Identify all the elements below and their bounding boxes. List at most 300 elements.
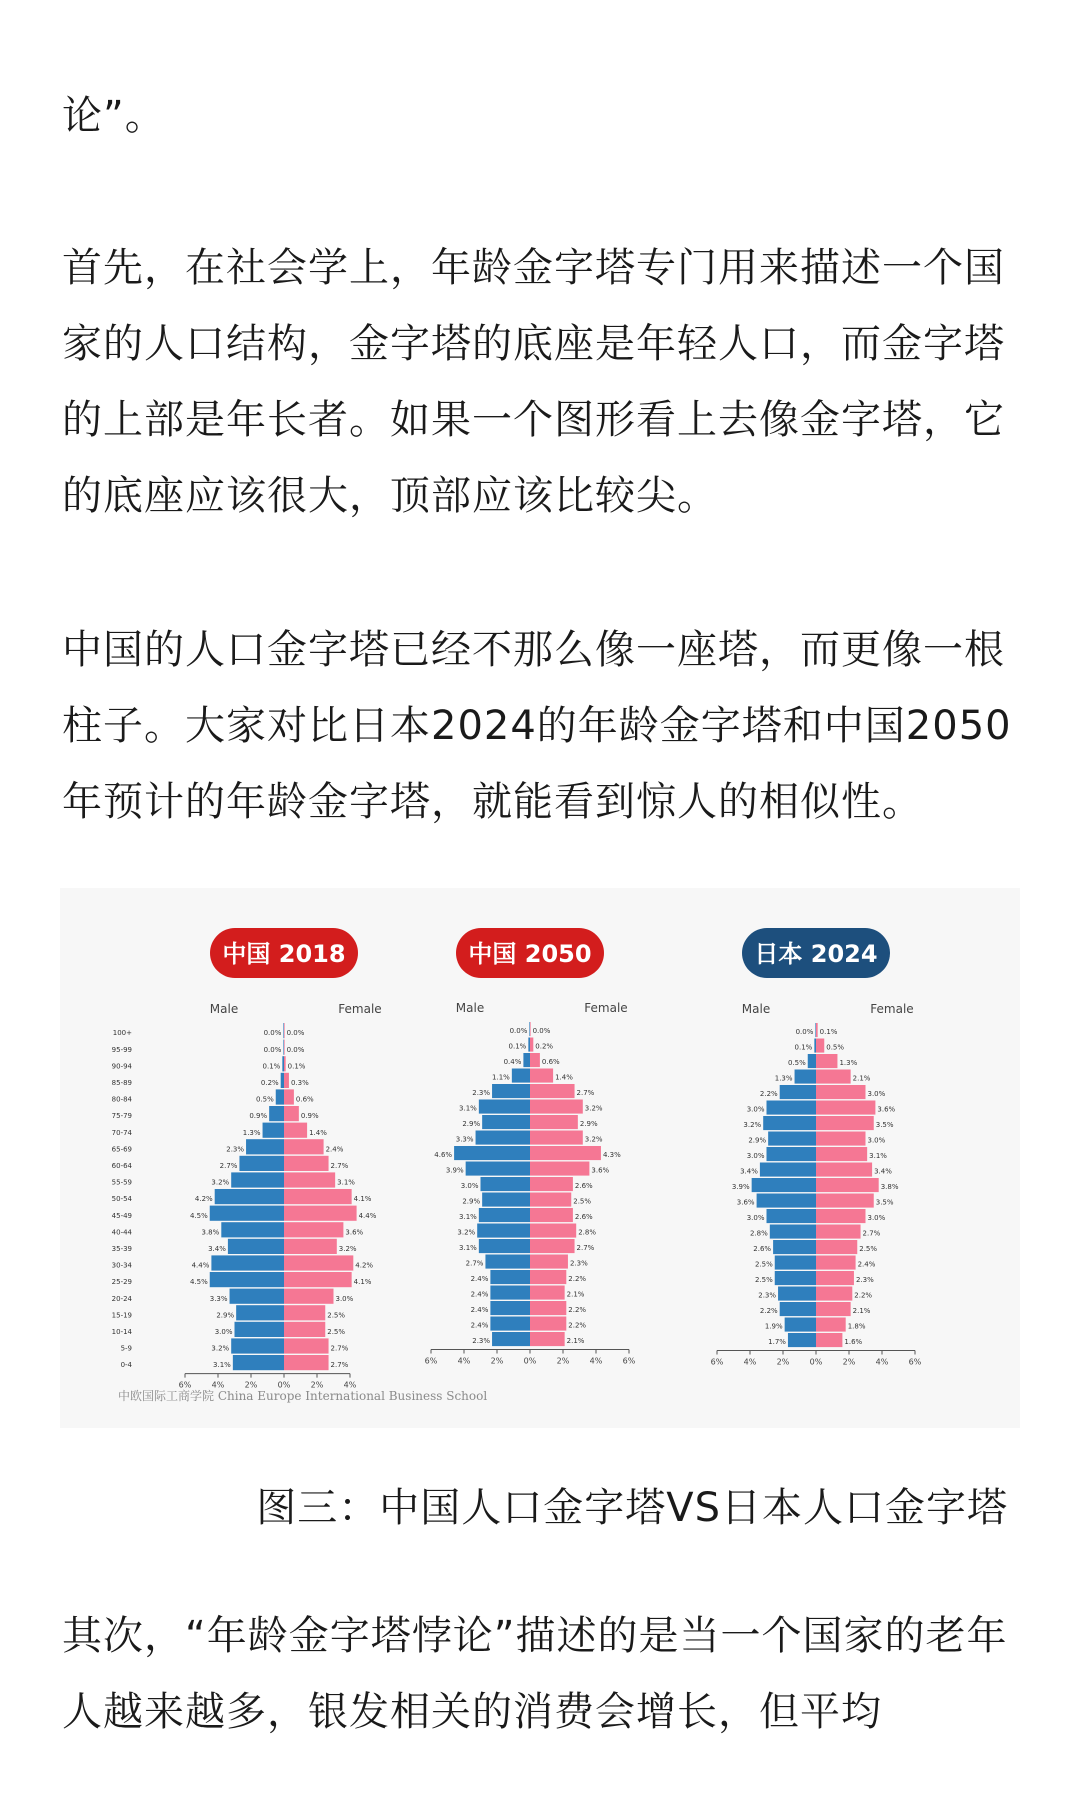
male-value-label: 2.2%	[759, 1090, 778, 1099]
male-bar-95-99	[283, 1040, 284, 1055]
male-value-label: 3.1%	[459, 1213, 477, 1222]
female-value-label: 3.6%	[877, 1105, 896, 1114]
female-bar-25-29	[284, 1272, 352, 1287]
male-value-label: 3.0%	[746, 1214, 765, 1223]
male-value-label: 3.0%	[214, 1328, 233, 1336]
female-value-label: 0.1%	[287, 1062, 306, 1071]
female-bar-70-74	[284, 1123, 307, 1138]
female-value-label: 2.1%	[566, 1290, 585, 1299]
male-bar-30-34	[479, 1239, 530, 1253]
male-bar-50-54	[752, 1178, 816, 1192]
age-group-label: 60-64	[111, 1162, 132, 1170]
male-value-label: 3.4%	[208, 1245, 226, 1253]
male-value-label: 2.4%	[470, 1321, 489, 1330]
male-bar-25-29	[485, 1255, 530, 1269]
male-value-label: 3.2%	[211, 1178, 230, 1187]
female-value-label: 0.2%	[535, 1042, 554, 1051]
x-tick-label: 2%	[842, 1357, 856, 1367]
female-bar-90-94	[530, 1053, 540, 1067]
female-bar-55-59	[284, 1172, 335, 1187]
age-group-label: 50-54	[111, 1195, 132, 1204]
male-value-label: 4.2%	[194, 1195, 213, 1204]
x-tick-label: 6%	[424, 1356, 438, 1366]
x-tick-label: 2%	[556, 1356, 570, 1366]
male-bar-75-79	[767, 1101, 817, 1115]
female-bar-90-94	[816, 1054, 837, 1068]
male-value-label: 2.6%	[753, 1245, 772, 1254]
male-value-label: 3.1%	[459, 1244, 477, 1253]
male-value-label: 3.1%	[213, 1361, 231, 1370]
female-value-label: 2.8%	[578, 1228, 596, 1237]
female-bar-5-9	[284, 1338, 329, 1353]
female-value-label: 2.4%	[857, 1260, 876, 1269]
female-bar-90-94	[284, 1056, 286, 1071]
x-tick-label: 6%	[908, 1357, 922, 1367]
male-value-label: 2.5%	[754, 1260, 773, 1269]
male-bar-5-9	[231, 1338, 284, 1353]
female-value-label: 2.5%	[859, 1245, 878, 1254]
male-value-label: 3.0%	[460, 1182, 479, 1191]
male-value-label: 2.5%	[754, 1276, 773, 1285]
male-value-label: 3.3%	[455, 1135, 474, 1144]
female-value-label: 0.6%	[541, 1058, 560, 1067]
x-tick-label: 4%	[211, 1380, 225, 1390]
female-bar-40-44	[530, 1208, 573, 1222]
x-tick-label: 4%	[875, 1357, 889, 1367]
male-bar-45-49	[757, 1194, 816, 1208]
female-value-label: 3.1%	[337, 1178, 355, 1187]
male-bar-95-99	[814, 1039, 816, 1053]
female-bar-75-79	[816, 1101, 875, 1115]
male-value-label: 3.8%	[201, 1228, 220, 1237]
age-group-label: 40-44	[111, 1228, 132, 1237]
male-value-label: 4.5%	[189, 1278, 208, 1287]
female-bar-45-49	[284, 1206, 357, 1221]
male-bar-50-54	[215, 1189, 284, 1204]
male-bar-70-74	[263, 1123, 284, 1138]
figure-caption: 图三：中国人口金字塔VS日本人口金字塔	[256, 1485, 1008, 1531]
male-value-label: 1.7%	[768, 1338, 786, 1347]
female-bar-75-79	[530, 1100, 583, 1114]
male-bar-40-44	[221, 1222, 284, 1237]
female-bar-95-99	[284, 1040, 285, 1055]
male-value-label: 0.5%	[255, 1095, 274, 1104]
male-bar-75-79	[269, 1106, 284, 1121]
male-value-label: 0.1%	[262, 1062, 281, 1071]
male-bar-60-64	[239, 1156, 284, 1171]
male-value-label: 2.7%	[219, 1162, 238, 1170]
female-bar-15-19	[284, 1305, 325, 1320]
male-bar-0-4	[492, 1332, 530, 1346]
male-value-label: 0.0%	[509, 1027, 528, 1036]
male-bar-65-69	[246, 1139, 284, 1154]
female-bar-95-99	[530, 1038, 533, 1052]
male-value-label: 3.2%	[743, 1121, 762, 1130]
male-bar-85-89	[512, 1069, 530, 1083]
female-bar-80-84	[816, 1085, 866, 1099]
female-bar-35-39	[284, 1239, 337, 1254]
male-bar-90-94	[523, 1053, 530, 1067]
male-bar-85-89	[281, 1073, 284, 1088]
female-value-label: 0.9%	[300, 1112, 319, 1121]
female-bar-50-54	[816, 1178, 879, 1192]
male-bar-15-19	[490, 1286, 530, 1300]
male-bar-60-64	[767, 1147, 817, 1161]
male-value-label: 2.3%	[472, 1337, 491, 1346]
female-bar-15-19	[816, 1287, 852, 1301]
male-bar-10-14	[490, 1301, 530, 1315]
age-group-label: 5-9	[120, 1344, 132, 1353]
female-value-label: 3.4%	[874, 1167, 892, 1176]
male-bar-0-4	[788, 1333, 816, 1347]
female-value-label: 2.5%	[327, 1328, 346, 1336]
male-bar-95-99	[528, 1038, 530, 1052]
male-bar-80-84	[276, 1089, 284, 1104]
female-value-label: 1.6%	[844, 1338, 863, 1347]
male-value-label: 0.1%	[794, 1043, 813, 1052]
female-bar-55-59	[816, 1163, 872, 1177]
male-bar-0-4	[233, 1355, 284, 1370]
male-bar-25-29	[210, 1272, 284, 1287]
male-value-label: 4.6%	[434, 1151, 453, 1160]
male-value-label: 0.0%	[263, 1029, 282, 1038]
female-value-label: 2.2%	[854, 1291, 873, 1300]
male-value-label: 0.5%	[787, 1059, 806, 1068]
age-group-label: 85-89	[111, 1079, 132, 1087]
x-tick-label: 0%	[523, 1356, 537, 1366]
age-group-label: 35-39	[111, 1245, 132, 1253]
female-value-label: 4.2%	[355, 1261, 374, 1270]
male-bar-65-69	[476, 1131, 530, 1145]
female-value-label: 3.6%	[345, 1228, 364, 1237]
female-value-label: 3.6%	[591, 1166, 610, 1175]
age-group-label: 0-4	[120, 1361, 132, 1370]
male-bar-55-59	[466, 1162, 530, 1176]
male-bar-45-49	[210, 1206, 284, 1221]
female-bar-65-69	[284, 1139, 324, 1154]
female-value-label: 1.4%	[555, 1073, 573, 1082]
female-bar-60-64	[284, 1156, 329, 1171]
x-tick-label: 2%	[776, 1357, 790, 1367]
female-bar-0-4	[284, 1355, 329, 1370]
female-bar-65-69	[816, 1132, 866, 1146]
age-group-label: 10-14	[111, 1328, 132, 1336]
female-value-label: 0.5%	[826, 1043, 845, 1052]
female-bar-85-89	[530, 1069, 553, 1083]
female-bar-0-4	[530, 1332, 565, 1346]
male-bar-90-94	[808, 1054, 816, 1068]
female-value-label: 2.1%	[566, 1337, 585, 1346]
x-tick-label: 2%	[244, 1380, 258, 1390]
male-bar-40-44	[767, 1209, 817, 1223]
female-bar-100+	[530, 1022, 531, 1036]
male-value-label: 3.1%	[459, 1104, 477, 1113]
male-value-label: 2.9%	[748, 1136, 767, 1145]
female-value-label: 1.3%	[839, 1059, 858, 1068]
female-value-label: 4.3%	[602, 1151, 621, 1160]
male-bar-70-74	[763, 1116, 816, 1130]
male-bar-15-19	[236, 1305, 284, 1320]
x-tick-label: 2%	[490, 1356, 504, 1366]
male-value-label: 1.9%	[764, 1322, 783, 1331]
female-value-label: 2.2%	[568, 1321, 587, 1330]
male-value-label: 3.0%	[746, 1152, 765, 1161]
male-bar-20-24	[230, 1289, 284, 1304]
female-value-label: 2.6%	[574, 1182, 593, 1191]
female-bar-45-49	[530, 1193, 571, 1207]
female-bar-80-84	[530, 1084, 575, 1098]
female-value-label: 2.4%	[325, 1145, 344, 1154]
male-bar-25-29	[775, 1256, 816, 1270]
female-bar-60-64	[816, 1147, 867, 1161]
female-bar-100+	[816, 1023, 818, 1037]
male-value-label: 3.3%	[209, 1294, 228, 1303]
female-label: Female	[870, 1002, 914, 1016]
male-value-label: 2.3%	[226, 1145, 245, 1154]
male-value-label: 2.9%	[462, 1197, 481, 1206]
female-bar-95-99	[816, 1039, 824, 1053]
age-group-label: 75-79	[111, 1112, 132, 1121]
male-bar-50-54	[481, 1177, 531, 1191]
female-bar-75-79	[284, 1106, 299, 1121]
female-bar-65-69	[530, 1131, 583, 1145]
male-value-label: 2.8%	[750, 1229, 768, 1238]
female-bar-25-29	[816, 1256, 856, 1270]
male-value-label: 4.4%	[191, 1261, 210, 1270]
x-tick-label: 6%	[710, 1357, 724, 1367]
age-group-label: 55-59	[111, 1178, 132, 1187]
male-bar-10-14	[780, 1302, 816, 1316]
male-value-label: 0.0%	[263, 1045, 282, 1054]
male-bar-30-34	[773, 1240, 816, 1254]
female-value-label: 3.0%	[867, 1136, 886, 1145]
male-value-label: 4.5%	[189, 1211, 208, 1220]
female-bar-5-9	[530, 1317, 566, 1331]
female-label: Female	[338, 1002, 382, 1016]
male-bar-75-79	[479, 1100, 530, 1114]
female-value-label: 2.7%	[862, 1229, 881, 1238]
female-bar-40-44	[816, 1209, 866, 1223]
male-value-label: 2.3%	[472, 1089, 491, 1098]
x-tick-label: 4%	[589, 1356, 603, 1366]
female-value-label: 3.2%	[584, 1135, 603, 1144]
x-tick-label: 2%	[310, 1380, 324, 1390]
female-value-label: 2.7%	[330, 1344, 349, 1353]
male-bar-30-34	[211, 1255, 284, 1270]
female-bar-0-4	[816, 1333, 842, 1347]
male-value-label: 3.2%	[211, 1344, 230, 1353]
male-bar-60-64	[454, 1146, 530, 1160]
female-bar-20-24	[530, 1270, 566, 1284]
female-value-label: 4.1%	[353, 1195, 372, 1204]
x-tick-label: 4%	[343, 1380, 357, 1390]
x-tick-label: 0%	[809, 1357, 823, 1367]
male-value-label: 2.2%	[759, 1307, 778, 1316]
paragraph-pyramid-definition: 首先，在社会学上，年龄金字塔专门用来描述一个国家的人口结构，金字塔的底座是年轻人口，而金字塔的上部是年长者。如果一个图形看上去像金字塔，它的底座应该很大，顶部应该比较尖。	[62, 245, 1005, 519]
male-bar-80-84	[780, 1085, 816, 1099]
female-value-label: 2.1%	[852, 1074, 871, 1083]
female-value-label: 2.9%	[579, 1120, 598, 1129]
female-value-label: 0.6%	[295, 1095, 314, 1104]
paragraph-china-vs-japan: 中国的人口金字塔已经不那么像一座塔，而更像一根柱子。大家对比日本2024的年龄金字塔和中国2050年预计的年龄金字塔，就能看到惊人的相似性。	[62, 627, 1012, 825]
female-value-label: 1.8%	[847, 1322, 866, 1331]
female-value-label: 3.5%	[875, 1121, 894, 1130]
male-value-label: 0.4%	[503, 1058, 522, 1067]
male-bar-35-39	[228, 1239, 284, 1254]
female-label: Female	[584, 1001, 628, 1015]
female-bar-30-34	[284, 1255, 353, 1270]
female-value-label: 2.3%	[569, 1259, 588, 1268]
age-group-label: 100+	[112, 1029, 132, 1038]
female-value-label: 0.0%	[286, 1045, 305, 1054]
male-value-label: 3.2%	[457, 1228, 476, 1237]
male-bar-40-44	[479, 1208, 530, 1222]
male-bar-5-9	[490, 1317, 530, 1331]
female-bar-85-89	[816, 1070, 851, 1084]
female-value-label: 4.1%	[353, 1278, 372, 1287]
male-value-label: 2.7%	[465, 1259, 484, 1268]
female-bar-30-34	[816, 1240, 857, 1254]
female-value-label: 0.0%	[532, 1027, 551, 1036]
female-bar-10-14	[284, 1322, 325, 1337]
male-bar-55-59	[231, 1172, 284, 1187]
male-value-label: 3.9%	[445, 1166, 464, 1175]
female-bar-70-74	[530, 1115, 578, 1129]
female-bar-20-24	[284, 1289, 334, 1304]
female-value-label: 2.7%	[576, 1089, 595, 1098]
male-value-label: 3.0%	[746, 1105, 765, 1114]
female-value-label: 2.7%	[330, 1162, 349, 1170]
female-bar-5-9	[816, 1318, 846, 1332]
age-group-label: 30-34	[111, 1261, 132, 1270]
male-bar-45-49	[482, 1193, 530, 1207]
female-value-label: 2.6%	[574, 1213, 593, 1222]
female-bar-30-34	[530, 1239, 575, 1253]
female-value-label: 2.3%	[855, 1276, 874, 1285]
female-bar-60-64	[530, 1146, 601, 1160]
age-group-label: 80-84	[111, 1095, 132, 1104]
male-bar-35-39	[770, 1225, 816, 1239]
male-value-label: 3.4%	[740, 1167, 758, 1176]
male-bar-35-39	[477, 1224, 530, 1238]
male-value-label: 0.0%	[795, 1028, 814, 1037]
male-value-label: 2.4%	[470, 1306, 489, 1315]
chart-title: 日本 2024	[754, 940, 878, 968]
male-bar-65-69	[768, 1132, 816, 1146]
female-bar-70-74	[816, 1116, 874, 1130]
population-pyramid-figure	[60, 888, 1020, 1428]
male-bar-70-74	[482, 1115, 530, 1129]
male-value-label: 1.3%	[242, 1128, 261, 1137]
female-value-label: 2.7%	[330, 1361, 349, 1370]
age-group-label: 25-29	[111, 1278, 132, 1287]
male-bar-85-89	[795, 1070, 816, 1084]
age-group-label: 95-99	[111, 1045, 132, 1054]
male-bar-100+	[283, 1023, 284, 1038]
female-value-label: 3.1%	[869, 1152, 887, 1161]
male-label: Male	[455, 1001, 485, 1015]
female-bar-55-59	[530, 1162, 589, 1176]
male-value-label: 1.1%	[492, 1073, 510, 1082]
female-value-label: 4.4%	[358, 1211, 377, 1220]
male-bar-10-14	[235, 1322, 285, 1337]
female-bar-25-29	[530, 1255, 568, 1269]
chart-title: 中国 2018	[222, 940, 346, 968]
x-tick-label: 4%	[743, 1357, 757, 1367]
age-group-label: 15-19	[111, 1311, 132, 1320]
x-tick-label: 6%	[622, 1356, 636, 1366]
x-tick-label: 0%	[277, 1380, 291, 1390]
male-bar-100+	[815, 1023, 816, 1037]
male-value-label: 3.6%	[736, 1198, 755, 1207]
male-value-label: 3.9%	[731, 1183, 750, 1192]
age-group-label: 65-69	[111, 1145, 132, 1154]
x-tick-label: 6%	[178, 1380, 192, 1390]
male-bar-20-24	[775, 1271, 816, 1285]
male-bar-20-24	[490, 1270, 530, 1284]
female-value-label: 3.0%	[335, 1294, 354, 1303]
male-bar-55-59	[760, 1163, 816, 1177]
female-bar-50-54	[284, 1189, 352, 1204]
male-value-label: 0.9%	[249, 1112, 268, 1121]
female-value-label: 2.2%	[568, 1275, 587, 1284]
female-value-label: 2.2%	[568, 1306, 587, 1315]
female-bar-50-54	[530, 1177, 573, 1191]
male-value-label: 2.3%	[758, 1291, 777, 1300]
age-group-label: 70-74	[111, 1128, 132, 1137]
male-bar-5-9	[785, 1318, 816, 1332]
male-bar-80-84	[492, 1084, 530, 1098]
female-bar-10-14	[816, 1302, 851, 1316]
female-bar-20-24	[816, 1271, 854, 1285]
female-value-label: 2.7%	[576, 1244, 595, 1253]
paragraph-paradox-explanation: 其次，“年龄金字塔悖论”描述的是当一个国家的老年人越来越多，银发相关的消费会增长，但平均	[62, 1613, 1008, 1735]
female-value-label: 3.8%	[880, 1183, 899, 1192]
female-bar-45-49	[816, 1194, 874, 1208]
male-bar-100+	[529, 1022, 530, 1036]
male-bar-90-94	[282, 1056, 284, 1071]
female-bar-40-44	[284, 1222, 343, 1237]
female-value-label: 0.1%	[819, 1028, 838, 1037]
chart-title: 中国 2050	[468, 940, 592, 968]
female-bar-100+	[284, 1023, 285, 1038]
male-label: Male	[741, 1002, 771, 1016]
female-bar-80-84	[284, 1089, 294, 1104]
male-value-label: 0.1%	[508, 1042, 527, 1051]
male-bar-15-19	[778, 1287, 816, 1301]
female-value-label: 3.2%	[584, 1104, 603, 1113]
female-value-label: 3.0%	[867, 1090, 886, 1099]
female-bar-85-89	[284, 1073, 289, 1088]
female-value-label: 3.2%	[338, 1245, 357, 1253]
female-bar-35-39	[816, 1225, 861, 1239]
male-value-label: 2.4%	[470, 1275, 489, 1284]
female-bar-10-14	[530, 1301, 566, 1315]
age-group-label: 90-94	[111, 1062, 132, 1071]
female-bar-15-19	[530, 1286, 565, 1300]
female-value-label: 1.4%	[309, 1128, 327, 1137]
male-label: Male	[209, 1002, 239, 1016]
watermark-text: 中欧国际工商学院 China Europe International Business School	[118, 1389, 488, 1403]
age-group-label: 45-49	[111, 1211, 132, 1220]
female-value-label: 2.5%	[573, 1197, 592, 1206]
male-value-label: 1.3%	[774, 1074, 793, 1083]
female-bar-35-39	[530, 1224, 576, 1238]
male-value-label: 2.9%	[216, 1311, 235, 1320]
female-value-label: 3.0%	[867, 1214, 886, 1223]
male-value-label: 0.2%	[260, 1079, 279, 1087]
paragraph-intro-fragment: 论”。	[62, 93, 166, 139]
